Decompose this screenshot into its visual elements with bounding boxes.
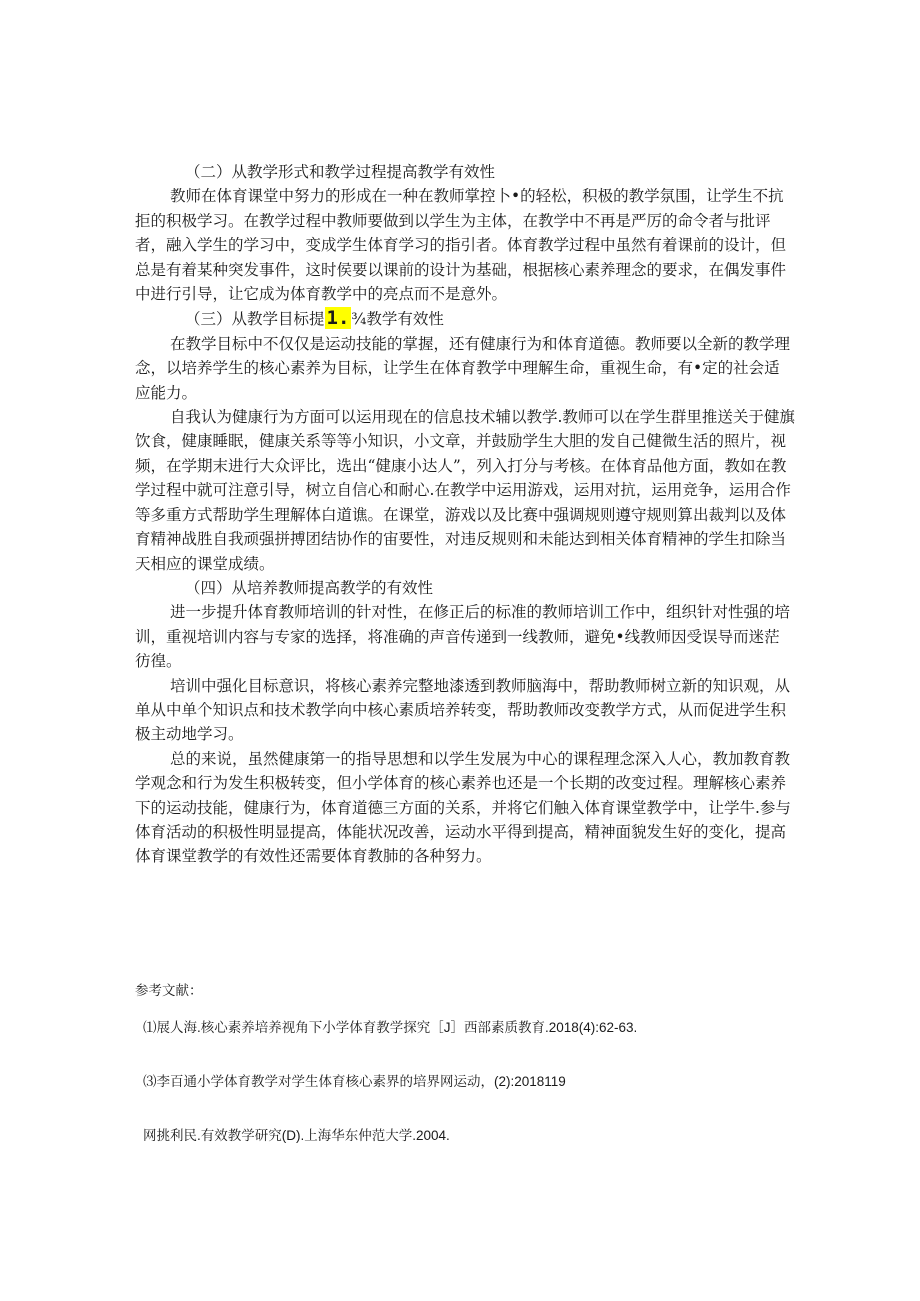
- paragraph-3: 自我认为健康行为方面可以运用现在的信息技术辅以教学.教师可以在学生群里推送关于健旗饮食，健康睡眠，健康关系等等小知识，小文章，并鼓励学生大胆的发自己健微生活的照片，视频，在学期末进行大众评比，选出“健康小达人”，列入打分与考核。在体育品他方面，教如在教学过程中就可注意引导，树立自信心和耐心.在教学中运用游戏，运用对抗，运用竞争，运用合作等多重方式帮助学生理解体白道谯。在课堂，游戏以及比赛中强调规则遵守规则算出裁判以及体育精神战胜自我顽强拼搏团结协作的宙要性，对违反规则和未能达到相关体育精神的学生扣除当天相应的课堂成绩。: [135, 408, 795, 573]
- highlighted-mark: 1.: [326, 307, 350, 330]
- body-text: [135, 160, 795, 869]
- references: [135, 979, 835, 1144]
- section-heading-4: （四）从培养教师提高教学的有效性: [185, 578, 434, 597]
- paragraph-2: 在教学目标中不仅仅是运动技能的掌握，还有健康行为和体育道德。教师要以全新的教学理念，以培养学生的核心素养为目标，让学生在体育教学中理解生命，重视生命，有•定的社会适应能力。: [135, 334, 791, 402]
- paragraph-5: 培训中强化目标意识，将核心素养完整地漆透到教师脑海中，帮助教师树立新的知识观，从单从中单个知识点和技术教学向中核心素质培养转变，帮助教师改变教学方式，从而促进学生积极主动地学习。: [135, 676, 791, 744]
- section-heading-3-suffix: ¾教学有效性: [351, 310, 444, 329]
- paragraph-4: 进一步提升体育教师培训的针对性，在修正后的标准的教师培训工作中，组织针对性强的培训，重视培训内容与专家的选择，将准确的声音传递到一线教师，避免•线教师因受误导而迷茫彷徨。: [135, 603, 791, 671]
- paragraph-1: 教师在体育课堂中努力的形成在一种在教师掌控卜•的轻松，积极的教学氛围，让学生不抗拒的积极学习。在教学过程中教师要做到以学生为主体，在教学中不再是严厉的命令者与批评者，融入学生的学习中，变成学生体育学习的指引者。体育教学过程中虽然有着课前的设计，但总是有着某种突发事件，这时侯要以课前的设计为基础，根据核心素养理念的要求，在偶发事件中进行引导，让它成为体育教学中的亮点而不是意外。: [135, 187, 787, 304]
- section-heading-3: [135, 306, 795, 331]
- references-title: 参考文献：: [135, 983, 203, 998]
- section-heading-3-prefix: （三）从教学目标提: [185, 310, 325, 329]
- reference-item: ⑶李百通小学体育教学对学生体育核心素界的培界网运动，(2):2018119: [143, 1074, 566, 1089]
- reference-item: 网挑利民.有效教学研究(D).上海华东仲范大学.2004.: [143, 1128, 450, 1143]
- paragraph-6: 总的来说，虽然健康第一的指导思想和以学生发展为中心的课程理念深入人心，教加教育教学观念和行为发生积极转变，但小学体育的核心素养也还是一个长期的改变过程。理解核心素养下的运动技能，健康行为，体育道德三方面的关系，并将它们触入体育课堂教学中，让学牛.参与体育活动的积极性明显提高，体能状况改善，运动水平得到提高，精神面貌发生好的变化，提高体育课堂教学的有效性还需要体育教肺的各种努力。: [135, 749, 791, 866]
- reference-item: ⑴展人海.核心素养培养视角下小学体育教学探究［J］西部素质教育.2018(4):62-63.: [143, 1020, 638, 1035]
- section-heading-2: （二）从教学形式和教学过程提高教学有效性: [185, 163, 496, 181]
